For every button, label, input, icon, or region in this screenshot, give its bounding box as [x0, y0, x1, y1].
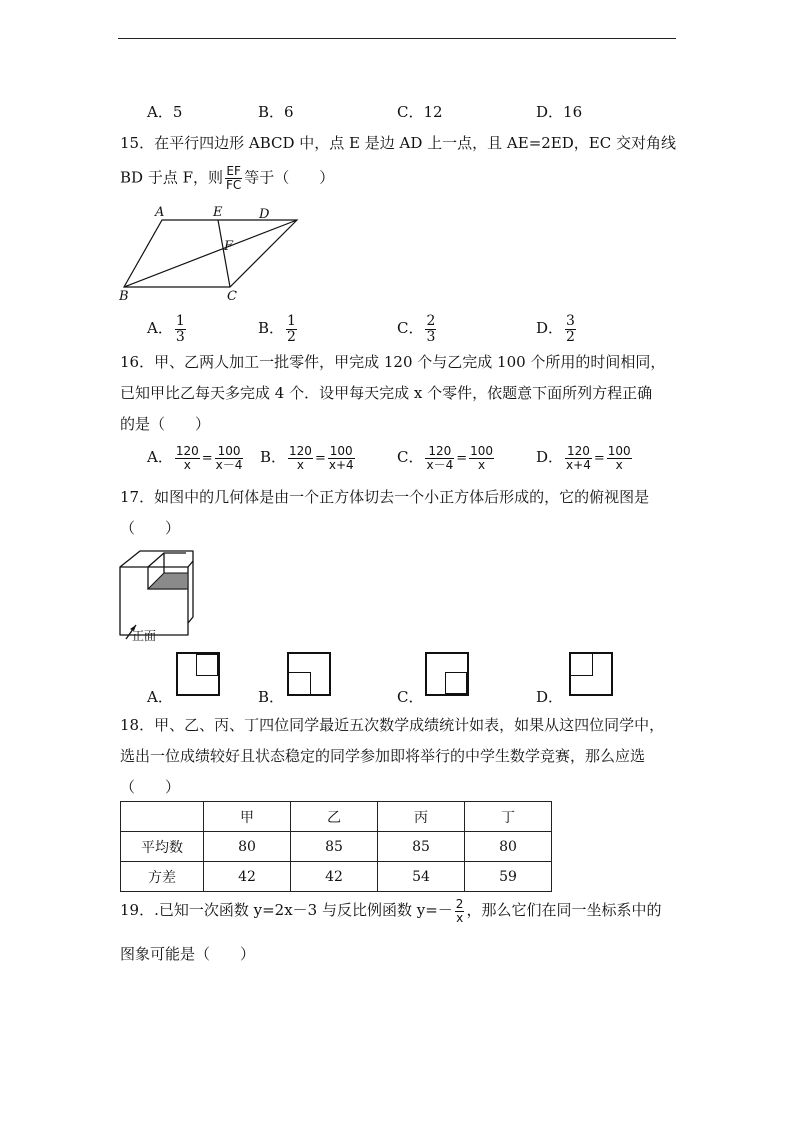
- q16-option-a-left: [175, 445, 200, 472]
- q16-a-ln: 120: [175, 443, 199, 458]
- q16-c-rd: x: [478, 457, 486, 472]
- label-b: B: [119, 289, 129, 302]
- label-d: D: [259, 207, 270, 222]
- table-row: [121, 862, 552, 892]
- q16-a-rd: x－4: [215, 457, 243, 472]
- q16-option-d-left: [565, 445, 592, 472]
- q15-option-b-letter: B．: [258, 319, 285, 337]
- q15-option-a[interactable]: [147, 313, 188, 345]
- front-label: 正面: [132, 629, 157, 643]
- q17-c-inner-square: [445, 672, 467, 694]
- q16-option-a-letter: A．: [147, 448, 173, 466]
- table-cell: 方差: [121, 862, 204, 892]
- q18-score-table: [120, 801, 552, 892]
- q15-option-c[interactable]: [397, 313, 438, 345]
- q15-stem-line2: [120, 165, 334, 192]
- table-cell: 80: [204, 832, 291, 862]
- q17-d-inner-square: [571, 654, 593, 676]
- q14-option-d[interactable]: D．16: [536, 103, 583, 121]
- q16-c-eq: =: [456, 451, 468, 466]
- q19-stem-line2: 图象可能是（ ）: [120, 945, 256, 963]
- table-header-row: [121, 802, 552, 832]
- q16-d-rn: 100: [607, 443, 631, 458]
- q16-option-c-right: [469, 445, 494, 472]
- q16-c-ln: 120: [425, 445, 454, 459]
- table-cell: 42: [204, 862, 291, 892]
- table-cell: 85: [378, 832, 465, 862]
- q17-cube-figure: [112, 547, 212, 647]
- q16-d-ln: 120: [566, 443, 590, 458]
- q15-stem-line1: 15．在平行四边形 ABCD 中，点 E 是边 AD 上一点，且 AE=2ED，EC 交对角线: [120, 134, 676, 152]
- q19-frac-num: 2: [455, 896, 464, 911]
- label-f: F: [224, 239, 234, 254]
- q15-option-b-num: 1: [287, 312, 296, 329]
- q15-option-a-letter: A．: [147, 319, 173, 337]
- q16-option-c-left: [425, 445, 454, 472]
- q17-stem-line2: （ ）: [120, 519, 181, 537]
- q15-ratio-denominator: FC: [226, 178, 242, 192]
- q16-d-eq: =: [593, 451, 605, 466]
- table-cell: 80: [465, 832, 552, 862]
- q16-d-ld: x+4: [566, 457, 591, 472]
- q16-a-ld: x: [183, 457, 191, 472]
- table-header-cell: 乙: [291, 802, 378, 832]
- q15-option-c-den: 3: [426, 328, 436, 345]
- table-header-cell: 丁: [465, 802, 552, 832]
- table-cell: 85: [291, 832, 378, 862]
- q16-a-rn: 100: [215, 445, 244, 459]
- q15-stem-pre: BD 于点 F，则: [120, 168, 223, 187]
- q15-option-c-letter: C．: [397, 319, 424, 337]
- label-a: A: [155, 205, 165, 220]
- q17-option-c-letter[interactable]: C．: [397, 688, 424, 706]
- q16-option-b-letter: B．: [260, 448, 287, 466]
- q16-option-d-letter: D．: [536, 448, 564, 466]
- q14-option-a[interactable]: A．5: [147, 103, 183, 121]
- q16-a-eq: =: [201, 451, 213, 466]
- q14-option-c[interactable]: C．12: [397, 103, 443, 121]
- q16-c-ld: x－4: [426, 457, 454, 472]
- q17-stem-line1: 17．如图中的几何体是由一个正方体切去一个小正方体后形成的，它的俯视图是: [120, 488, 650, 506]
- q19-stem-line1: [120, 893, 661, 927]
- q17-option-d-letter[interactable]: D．: [536, 688, 564, 706]
- q15-parallelogram-figure: [110, 202, 310, 302]
- table-cell: 平均数: [121, 832, 204, 862]
- q15-option-d[interactable]: [536, 313, 578, 345]
- q18-stem-line1: 18．甲、乙、丙、丁四位同学最近五次数学成绩统计如表，如果从这四位同学中，: [120, 716, 665, 734]
- q19-stem-post: ，那么它们在同一坐标系中的: [466, 901, 662, 919]
- q19-frac-den: x: [456, 910, 464, 925]
- q17-option-d-view[interactable]: [569, 652, 613, 696]
- q17-option-a-view[interactable]: [176, 652, 220, 696]
- q18-stem-line3: （ ）: [120, 778, 181, 796]
- q16-option-b-left: [288, 445, 313, 472]
- q16-option-b-right: [328, 445, 355, 472]
- q19-stem-pre: 19．.已知一次函数 y=2x－3 与反比例函数 y=－: [120, 901, 453, 919]
- q16-option-a[interactable]: [147, 440, 245, 476]
- q15-option-a-den: 3: [175, 328, 185, 345]
- q15-option-d-num: 3: [566, 312, 575, 329]
- q14-option-b[interactable]: B．6: [258, 103, 294, 121]
- label-c: C: [227, 289, 237, 302]
- table-row: [121, 832, 552, 862]
- q16-b-rn: 100: [329, 443, 353, 458]
- q15-ratio-fraction: [225, 165, 242, 192]
- q16-b-rd: x+4: [328, 457, 354, 472]
- cube-edge: [188, 561, 193, 567]
- q17-option-c-view[interactable]: [425, 652, 469, 696]
- q16-stem-line2: 已知甲比乙每天多完成 4 个．设甲每天完成 x 个零件，依题意下面所列方程正确: [120, 384, 653, 402]
- q15-option-b[interactable]: [258, 313, 299, 345]
- cut-shaded-face: [148, 573, 188, 589]
- q16-stem-line1: 16．甲、乙两人加工一批零件，甲完成 120 个与乙完成 100 个所用的时间相同，: [120, 353, 666, 371]
- table-cell: 59: [465, 862, 552, 892]
- q17-option-b-view[interactable]: [287, 652, 331, 696]
- label-e: E: [213, 205, 223, 220]
- q16-option-a-right: [215, 445, 244, 472]
- q16-option-c[interactable]: [397, 440, 496, 476]
- q15-option-b-den: 2: [287, 328, 296, 345]
- q16-stem-line3: 的是（ ）: [120, 415, 211, 433]
- q17-b-inner-square: [289, 672, 311, 694]
- q15-option-c-num: 2: [426, 312, 436, 329]
- header-rule: [118, 38, 676, 39]
- table-cell: 42: [291, 862, 378, 892]
- q16-option-b[interactable]: [260, 440, 357, 476]
- table-header-cell: 甲: [204, 802, 291, 832]
- table-cell: 54: [378, 862, 465, 892]
- q15-option-d-fraction: [565, 314, 576, 345]
- q15-stem-post: 等于（ ）: [244, 168, 335, 187]
- q17-a-inner-square: [196, 654, 218, 676]
- q15-option-a-num: 1: [175, 312, 185, 329]
- q15-option-c-fraction: [425, 314, 436, 345]
- table-header-cell: 丙: [378, 802, 465, 832]
- q16-b-ln: 120: [289, 443, 312, 458]
- diagonal-bd: [124, 220, 297, 287]
- q16-option-d[interactable]: [536, 440, 634, 476]
- cut-top-step: [148, 553, 186, 567]
- q15-option-b-fraction: [286, 314, 297, 345]
- q16-b-ld: x: [296, 457, 305, 472]
- q16-option-c-letter: C．: [397, 448, 424, 466]
- q17-option-b-letter[interactable]: B．: [258, 688, 285, 706]
- table-header-cell: [121, 802, 204, 832]
- q16-b-eq: =: [314, 451, 326, 466]
- q16-d-rd: x: [615, 457, 623, 472]
- q15-option-d-den: 2: [566, 328, 575, 345]
- q15-ratio-numerator: EF: [226, 164, 241, 178]
- q16-c-rn: 100: [470, 443, 494, 458]
- q19-fraction: [455, 898, 465, 925]
- q18-stem-line2: 选出一位成绩较好且状态稳定的同学参加即将举行的中学生数学竞赛，那么应选: [120, 747, 646, 765]
- q15-option-a-fraction: [175, 314, 186, 345]
- q16-option-d-right: [607, 445, 632, 472]
- q17-option-a-letter[interactable]: A．: [147, 688, 173, 706]
- q15-option-d-letter: D．: [536, 319, 564, 337]
